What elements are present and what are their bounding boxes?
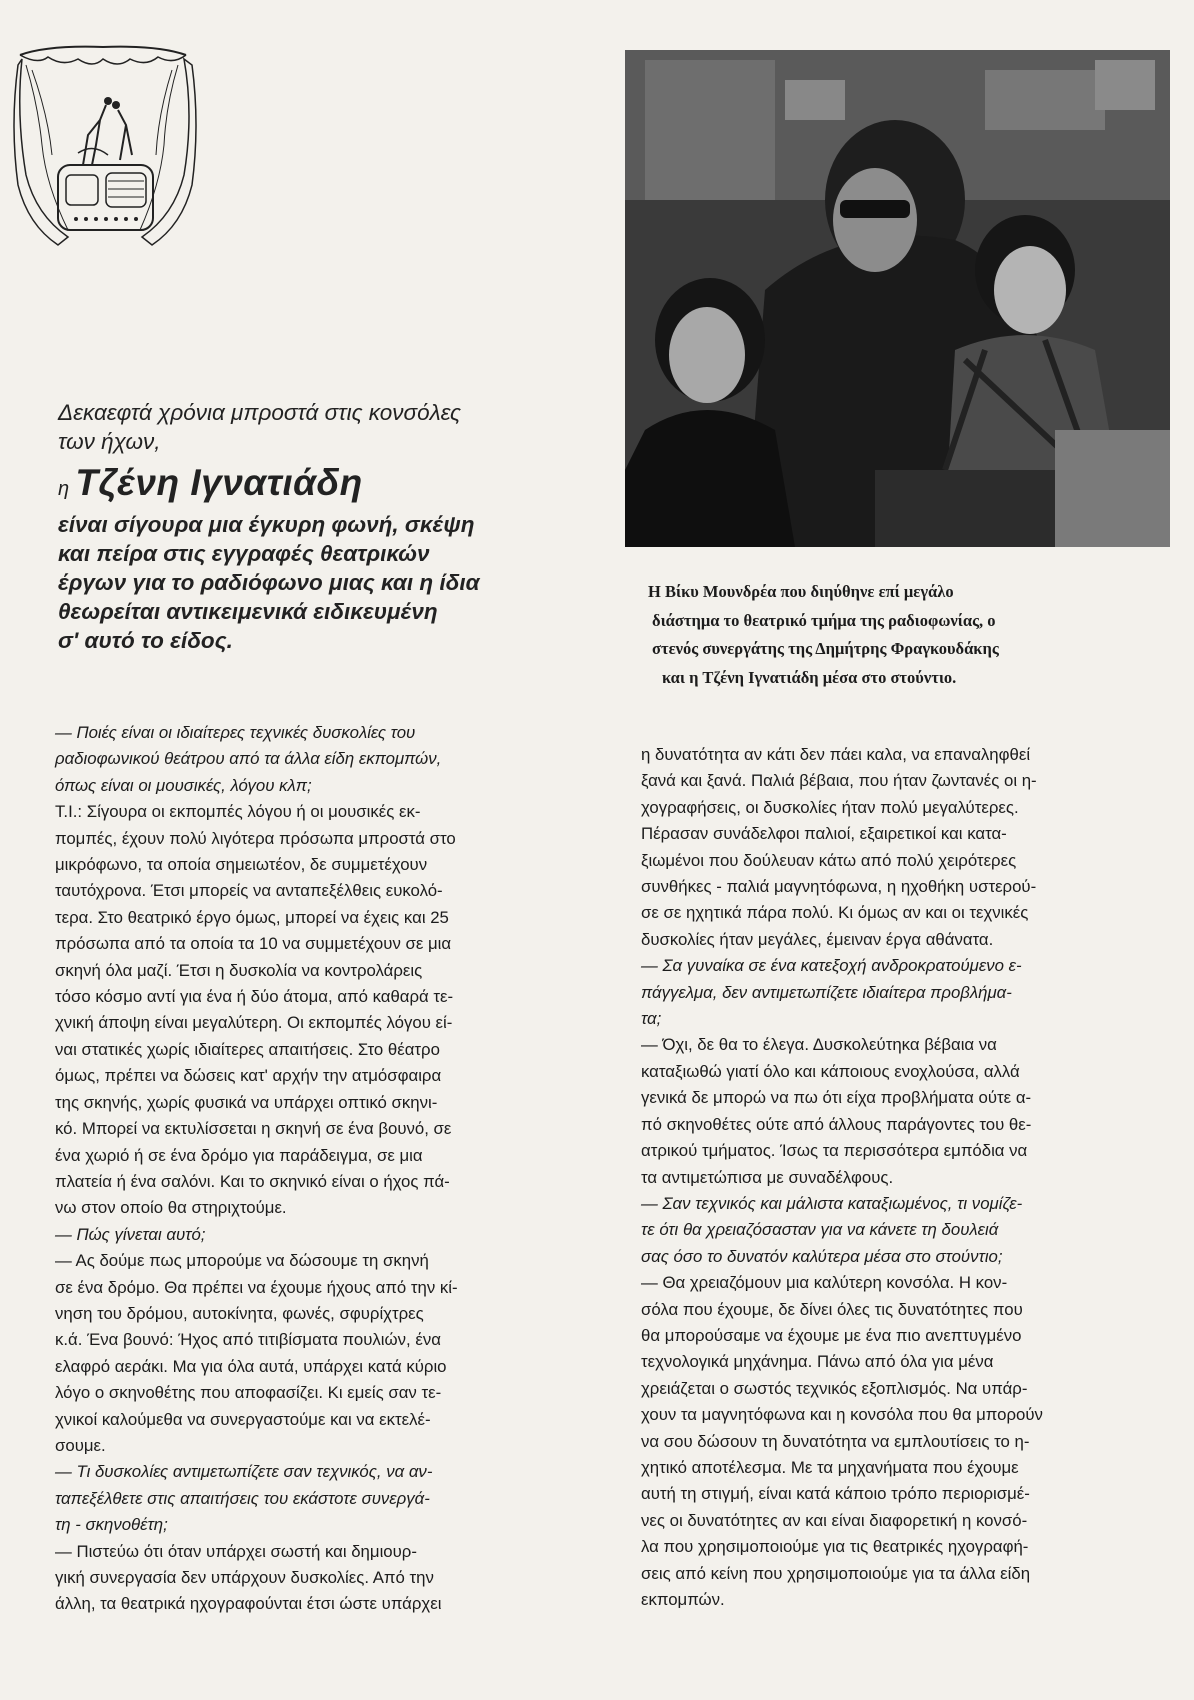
interviewee-name: Τζένη Ιγνατιάδη (75, 462, 363, 503)
text-line: Πέρασαν συνάδελφοι παλιοί, εξαιρετικοί και κατα- (641, 824, 1007, 844)
text-line: πό σκηνοθέτες ούτε από άλλους παράγοντες του θε- (641, 1114, 1032, 1134)
caption-line: στενός συνεργάτης της Δημήτρης Φραγκουδάκης (652, 639, 999, 658)
text-line: πομπές, έχουν πολύ λιγότερα πρόσωπα μπροστά στο (55, 828, 456, 848)
text-line: τη - σκηνοθέτη; (55, 1515, 168, 1535)
text-line: γενικά δε μπορώ να πω ότι είχα προβλήματα ούτε α- (641, 1088, 1032, 1108)
text-line: χογραφήσεις, οι δυσκολίες ήταν πολύ μεγαλύτερες. (641, 797, 1019, 817)
text-line: συνθήκες - παλιά μαγνητόφωνα, η ηχοθήκη υστερού- (641, 877, 1037, 897)
text-line: καταξιωθώ γιατί όλο και κάποιους ενοχλούσα, αλλά (641, 1061, 1020, 1081)
caption-line: Η Βίκυ Μουνδρέα που διηύθηνε επί μεγάλο (648, 582, 954, 601)
text-line: μικρόφωνο, τα οποία σημειωτέον, δε συμμετέχουν (55, 855, 428, 875)
text-line: χρειάζεται ο σωστός τεχνικός εξοπλισμός. Να υπάρ- (641, 1378, 1028, 1398)
text-line: τα; (641, 1009, 662, 1029)
text-line: χητικό αποτέλεσμα. Με τα μηχανήματα που έχουμε (641, 1457, 1019, 1477)
text-line: — Σα γυναίκα σε ένα κατεξοχή ανδροκρατούμενο ε- (641, 956, 1022, 976)
text-line: χνικοί καλούμεθα να συνεργαστούμε και να εκτελέ- (55, 1409, 431, 1429)
text-line: ξανά και ξανά. Παλιά βέβαια, που ήταν ζωντανές οι η- (641, 771, 1037, 791)
intro-line-1: Δεκαεφτά χρόνια μπροστά στις κονσόλες (58, 400, 461, 425)
text-line: σόλα που έχουμε, δε δίνει όλες τις δυνατότητες που (641, 1299, 1023, 1319)
text-line: λόγο ο σκηνοθέτης που αποφασίζει. Κι εμείς σαν τε- (55, 1383, 442, 1403)
text-line: δυσκολίες ήταν μεγάλες, έμειναν έργα αθάνατα. (641, 929, 994, 949)
text-line: τα αντιμετώπισα με συναδέλφους. (641, 1167, 894, 1187)
left-text-column (55, 720, 603, 1618)
intro-name-line (58, 462, 618, 506)
intro-text-line: έργων για το ραδιόφωνο μιας και η ίδια (58, 570, 480, 595)
caption-line: διάστημα το θεατρικό τμήμα της ραδιοφωνίας, ο (652, 610, 996, 630)
intro-text-line: θεωρείται αντικειμενικά ειδικευμένη (58, 599, 438, 624)
text-line: ένα χωριό ή σε ένα δρόμο για παράδειγμα, σε μια (55, 1145, 423, 1165)
article-intro (58, 398, 618, 655)
text-line: τερα. Στο θεατρικό έργο όμως, μπορεί να έχεις και 25 (55, 907, 449, 927)
text-line: ξιωμένοι που δούλευαν κάτω από πολύ χειρότερες (641, 850, 1017, 870)
intro-article: η (58, 478, 70, 500)
text-line: νηση του δρόμου, αυτοκίνητα, φωνές, σφυρίχτρες (55, 1303, 424, 1323)
text-line: εκπομπών. (641, 1590, 725, 1609)
text-line: θα μπορούσαμε να έχουμε με ένα πιο ανεπτυγμένο (641, 1325, 1022, 1345)
text-line: ατρικού τμήματος. Ίσως τα περισσότερα εμπόδια να (641, 1141, 1028, 1161)
text-line: άλλη, τα θεατρικά ηχογραφούνται έτσι ώστε υπάρχει (55, 1594, 442, 1614)
text-line: πλατεία ή ένα σαλόνι. Και το σκηνικό είναι ο ήχος πά- (55, 1171, 450, 1191)
text-line: — Όχι, δε θα το έλεγα. Δυσκολεύτηκα βέβαια να (641, 1035, 997, 1055)
text-line: τε ότι θα χρειαζόσασταν για να κάνετε τη δουλειά (641, 1220, 999, 1240)
text-line: — Θα χρειαζόμουν μια καλύτερη κονσόλα. Η κον- (641, 1273, 1008, 1293)
text-line: χουν τα μαγνητόφωνα και η κονσόλα που θα μπορούν (641, 1405, 1043, 1425)
text-line: τόσο κόσμο αντί για ένα ή δύο άτομα, από καθαρά τε- (55, 987, 454, 1007)
text-line: ναι στατικές χωρίς ιδιαίτερες απαιτήσεις. Στο θέατρο (55, 1039, 440, 1059)
text-line: Τ.Ι.: Σίγουρα οι εκπομπές λόγου ή οι μουσικές εκ- (55, 802, 421, 822)
text-line: — Ποιές είναι οι ιδιαίτερες τεχνικές δυσκολίες του (55, 723, 416, 742)
text-line: όμως, πρέπει να δώσεις κατ' αρχήν την ατμόσφαιρα (55, 1066, 442, 1086)
text-line: κό. Μπορεί να εκτυλίσσεται η σκηνή σε ένα βουνό, σε (55, 1119, 452, 1139)
text-line: της σκηνής, χωρίς φυσικά να υπάρχει οπτικό σκηνι- (55, 1092, 438, 1112)
theatre-radio-logo (8, 25, 198, 255)
text-line: τεχνολογικά μηχάνημα. Πάνω από όλα για μένα (641, 1352, 994, 1372)
text-line: κ.ά. Ένα βουνό: Ήχος από τιτιβίσματα πουλιών, ένα (55, 1330, 441, 1350)
text-line: ραδιοφωνικού θεάτρου από τα άλλα είδη εκπομπών, (55, 749, 442, 769)
text-line: — Τι δυσκολίες αντιμετωπίζετε σαν τεχνικός, να αν- (55, 1462, 433, 1482)
text-line: νες οι δυνατότητες αν και είναι διαφορετική η κονσό- (641, 1510, 1028, 1530)
text-line: να σου δώσουν τη δυνατότητα να εμπλουτίσεις το η- (641, 1431, 1030, 1451)
text-line: σεις από κείνη που χρησιμοποιούμε για τα άλλα είδη (641, 1563, 1031, 1583)
text-line: ταπεξέλθετε στις απαιτήσεις του εκάστοτε συνεργά- (55, 1488, 430, 1508)
photo-caption (648, 578, 1118, 692)
caption-line: και η Τζένη Ιγνατιάδη μέσα στο στούντιο. (662, 667, 957, 687)
text-line: σκηνή όλα μαζί. Έτσι η δυσκολία να κοντρολάρεις (55, 960, 423, 980)
text-line: πάγγελμα, δεν αντιμετωπίζετε ιδιαίτερα προβλήμα- (641, 982, 1012, 1002)
intro-text-line: και πείρα στις εγγραφές θεατρικών (58, 541, 430, 566)
text-line: σε ένα δρόμο. Θα πρέπει να έχουμε ήχους από την κί- (55, 1277, 458, 1297)
text-line: σε σε ηχητικά πάρα πολύ. Κι όμως αν και οι τεχνικές (641, 903, 1029, 923)
text-line: λα που χρησιμοποιούμε για τις θεατρικές ηχογραφή- (641, 1537, 1029, 1557)
text-line: πρόσωπα από τα οποία τα 10 να συμμετέχουν σε μια (55, 934, 452, 954)
text-line: χνική άποψη είναι μεγαλύτερη. Οι εκπομπές λόγου εί- (55, 1013, 453, 1033)
studio-photo (625, 50, 1170, 547)
intro-text-line: σ' αυτό το είδος. (58, 628, 233, 653)
intro-text-line: είναι σίγουρα μια έγκυρη φωνή, σκέψη (58, 512, 475, 537)
text-line: — Πώς γίνεται αυτό; (55, 1224, 206, 1244)
intro-line-2: των ήχων, (58, 429, 161, 454)
text-line: — Ας δούμε πως μπορούμε να δώσουμε τη σκηνή (55, 1251, 429, 1271)
text-line: η δυνατότητα αν κάτι δεν πάει καλα, να επαναληφθεί (641, 745, 1031, 764)
text-line: ταυτόχρονα. Έτσι μπορείς να ανταπεξέλθεις ευκολό- (55, 881, 443, 901)
text-line: — Σαν τεχνικός και μάλιστα καταξιωμένος, τι νομίζε- (641, 1193, 1023, 1213)
text-line: — Πιστεύω ότι όταν υπάρχει σωστή και δημιουρ- (55, 1541, 417, 1561)
right-text-column (641, 742, 1189, 1613)
text-line: ελαφρό αεράκι. Μα για όλα αυτά, υπάρχει κατά κύριο (55, 1356, 447, 1376)
text-line: αυτή τη στιγμή, είναι κατά κάποιο τρόπο περιορισμέ- (641, 1484, 1030, 1504)
text-line: νω στον οποίο θα στηριχτούμε. (55, 1198, 287, 1218)
text-line: σουμε. (55, 1435, 106, 1455)
text-line: σας όσο το δυνατόν καλύτερα μέσα στο στούντιο; (641, 1246, 1003, 1266)
text-line: γική συνεργασία δεν υπάρχουν δυσκολίες. Από την (55, 1568, 434, 1587)
text-line: όπως είναι οι μουσικές, λόγου κλπ; (55, 775, 312, 795)
